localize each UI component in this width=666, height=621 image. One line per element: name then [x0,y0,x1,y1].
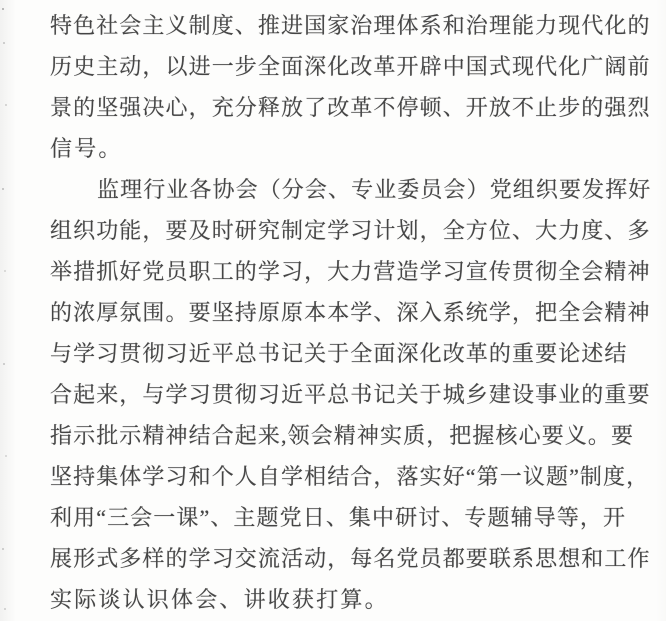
text-line: 指示批示精神结合起来,领会精神实质，把握核心要义。要 [50,423,635,448]
text-line-paragraph-start: 监理行业各协会（分会、专业委员会）党组织要发挥好 [97,177,652,202]
text-line: 利用“三会一课”、主题党日、集中研讨、专题辅导等，开 [50,505,627,530]
text-line: 景的坚强决心，充分释放了改革不停顿、开放不止步的强烈 [50,95,651,120]
document-text-block [50,5,652,620]
text-line-paragraph-end: 实际谈认识体会、讲收获打算。 [50,587,389,612]
text-line: 组织功能，要及时研究制定学习计划，全方位、大力度、多 [50,218,651,243]
text-line: 历史主动，以进一步全面深化改革开辟中国式现代化广阔前 [50,54,651,79]
text-line: 与学习贯彻习近平总书记关于全面深化改革的重要论述结 [50,341,628,366]
text-line: 展形式多样的学习交流活动，每名党员都要联系思想和工作 [50,546,651,571]
text-line: 坚持集体学习和个人自学相结合，落实好“第一议题”制度， [50,464,650,489]
text-line: 的浓厚氛围。要坚持原原本本学、深入系统学，把全会精神 [50,300,651,325]
text-line: 特色社会主义制度、推进国家治理体系和治理能力现代化的 [50,13,651,38]
text-line: 举措抓好党员职工的学习，大力营造学习宣传贯彻全会精神 [50,259,651,284]
text-line-paragraph-end: 信号。 [50,136,123,161]
text-line: 合起来，与学习贯彻习近平总书记关于城乡建设事业的重要 [50,382,651,407]
